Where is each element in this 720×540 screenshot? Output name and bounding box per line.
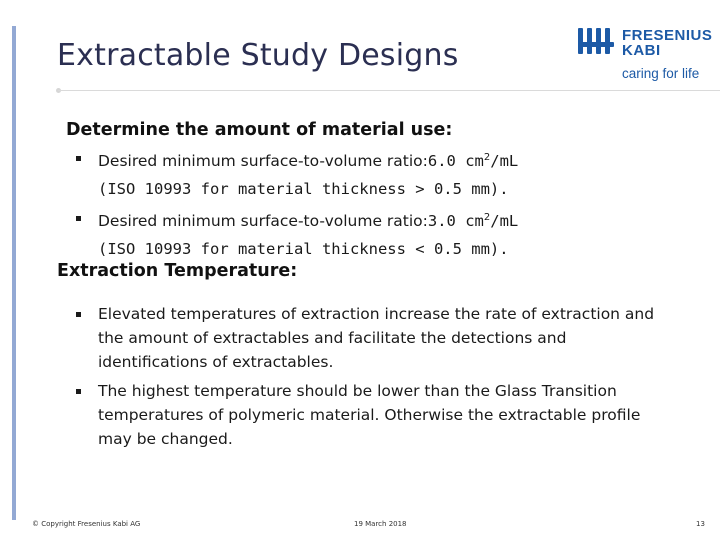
bullet-glass-transition-text: The highest temperature should be lower than the Glass Transition temperatures of polymeric material. Otherwise the extractable profile may be changed. — [98, 382, 641, 448]
bullet-ratio-3-note: (ISO 10993 for material thickness < 0.5 mm). — [98, 240, 509, 258]
bullet-ratio-3-value: 3.0 cm — [427, 212, 484, 231]
title-divider — [58, 90, 720, 91]
footer-page-number: 13 — [696, 520, 705, 528]
logo-tagline: caring for life — [622, 66, 700, 81]
bullet-ratio-6-unit: /mL — [490, 152, 519, 171]
bullet-elevated-temperature-text: Elevated temperatures of extraction increase the rate of extraction and the amount of extractables and facilitate the detections and identifications of extractables. — [98, 305, 655, 371]
fresenius-kabi-logo — [576, 24, 716, 84]
bullet-square-icon — [76, 216, 81, 221]
bullet-ratio-3-exponent: 2 — [483, 212, 491, 223]
footer-copyright: © Copyright Fresenius Kabi AG — [32, 520, 141, 528]
bullet-ratio-3-prefix: Desired minimum surface-to-volume ratio: — [98, 212, 428, 231]
logo-name-line2: KABI — [622, 42, 661, 59]
left-accent-bar — [12, 26, 16, 520]
bullet-square-icon — [76, 389, 81, 394]
section-heading-material: Determine the amount of material use: — [66, 120, 453, 140]
bullet-ratio-6 — [76, 146, 696, 173]
logo-mark-icon — [576, 24, 618, 64]
bullet-ratio-6-exponent: 2 — [483, 152, 491, 163]
bullet-square-icon — [76, 312, 81, 317]
logo-wordmark — [622, 28, 712, 58]
bullet-ratio-6-value: 6.0 cm — [427, 152, 484, 171]
slide-title: Extractable Study Designs — [57, 38, 459, 73]
bullet-ratio-3 — [76, 206, 696, 233]
bullet-square-icon — [76, 156, 81, 161]
logo-name-line1: FRESENIUS — [622, 27, 713, 44]
section-heading-temperature: Extraction Temperature: — [57, 261, 298, 281]
bullet-ratio-6-note: (ISO 10993 for material thickness > 0.5 mm). — [98, 180, 509, 198]
bullet-ratio-3-unit: /mL — [490, 212, 519, 231]
bullet-glass-transition — [76, 379, 676, 451]
bullet-elevated-temperature — [76, 302, 656, 374]
bullet-ratio-6-prefix: Desired minimum surface-to-volume ratio: — [98, 152, 428, 171]
footer-date: 19 March 2018 — [354, 520, 407, 528]
